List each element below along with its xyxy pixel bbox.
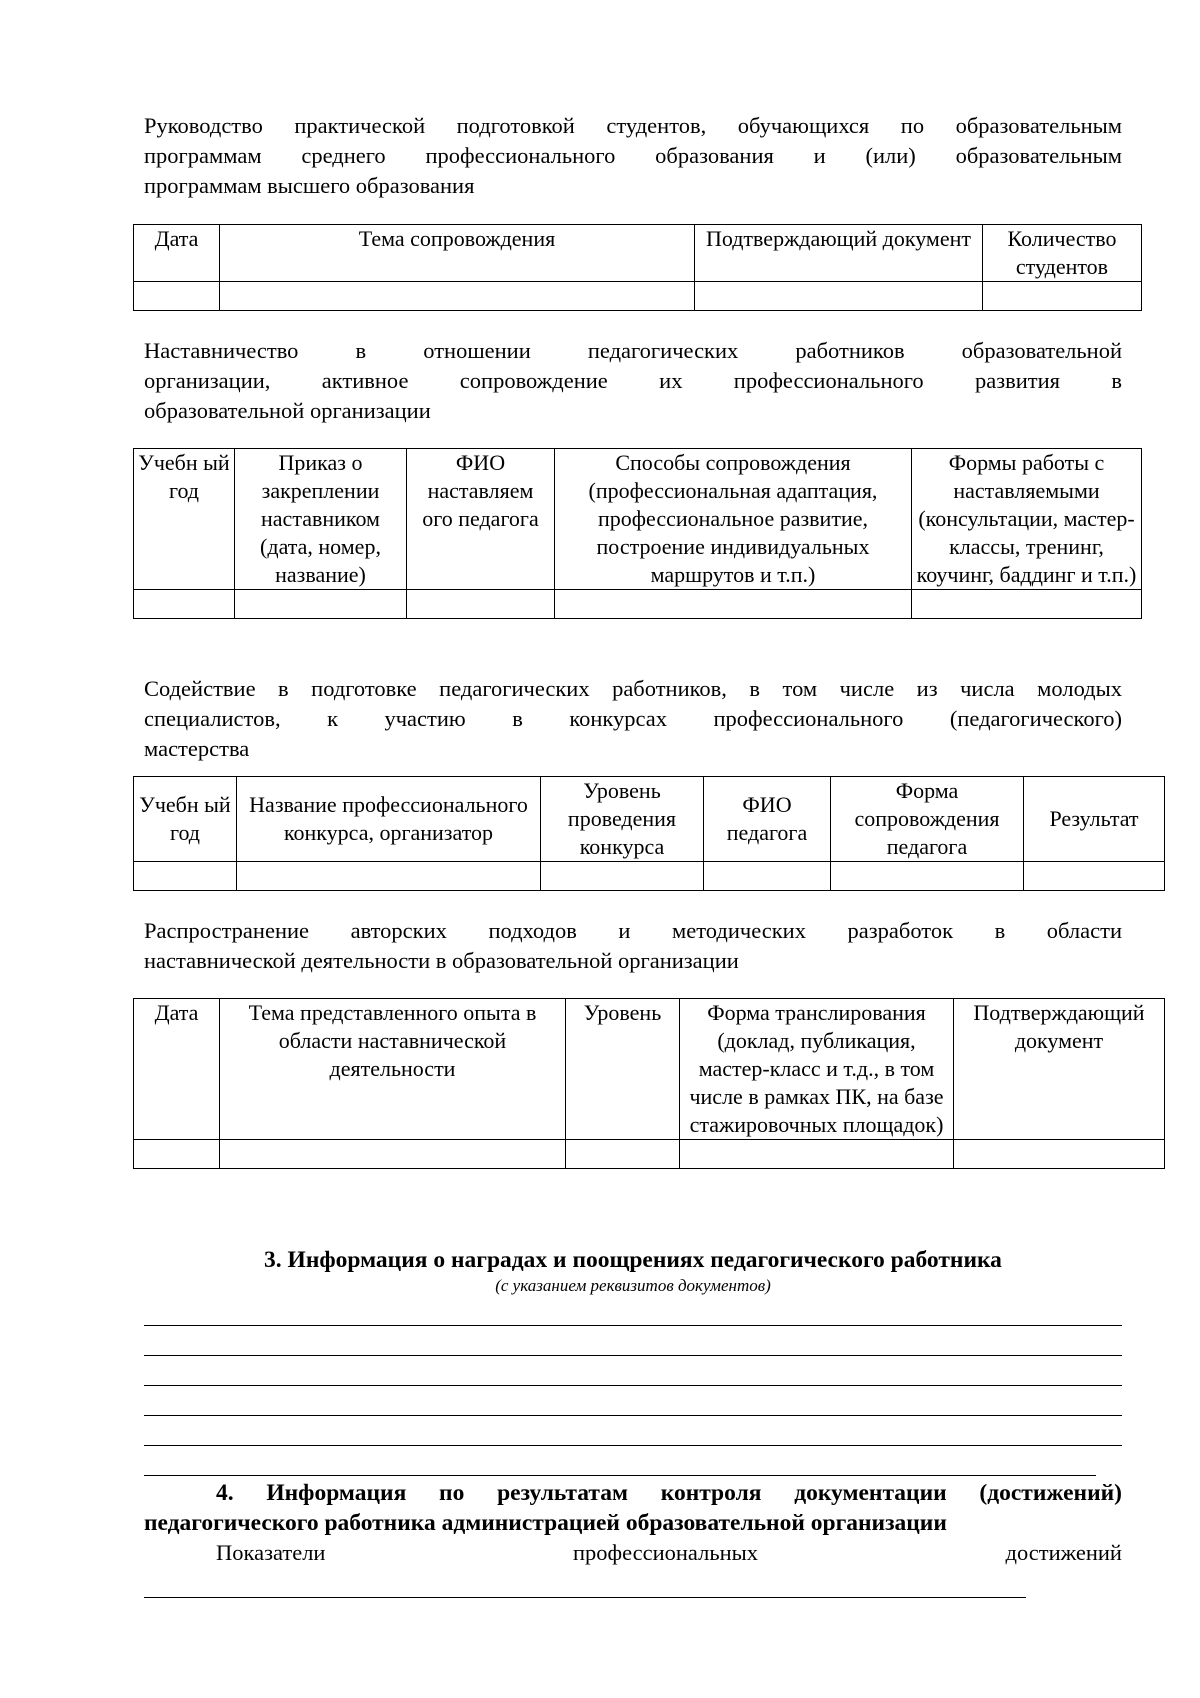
header-cell: ФИО педагога [704, 777, 831, 862]
table-cell[interactable] [220, 1140, 566, 1169]
header-cell: Формы работы с наставляемыми (консультации, мастер-классы, тренинг, коучинг, баддинг и т.п.) [912, 449, 1142, 590]
table-header-row [134, 225, 1142, 282]
contests-line: специалистов, к участию в конкурсах профессионального (педагогического) [144, 706, 1122, 731]
header-cell: Дата [134, 999, 220, 1140]
table-cell[interactable] [134, 282, 220, 311]
header-cell: Количество студентов [983, 225, 1142, 282]
dissemination-line: Распространение авторских подходов и методических разработок в области [144, 918, 1122, 943]
indicators-word: Показатели [216, 1540, 326, 1565]
header-cell: Подтверждающий документ [695, 225, 983, 282]
indicators-word: достижений [1005, 1540, 1122, 1565]
header-cell: Тема сопровождения [220, 225, 695, 282]
table-cell[interactable] [912, 590, 1142, 619]
table-row [134, 862, 1165, 891]
header-cell: ФИО наставляем ого педагога [407, 449, 555, 590]
practice-table [133, 224, 1142, 311]
dissemination-paragraph [144, 916, 1122, 976]
header-cell: Название профессионального конкурса, организатор [237, 777, 541, 862]
table-cell[interactable] [134, 862, 237, 891]
contests-paragraph [144, 674, 1122, 764]
practice-line: программам среднего профессионального образования и (или) образовательным [144, 143, 1122, 168]
header-cell: Учебн ый год [134, 777, 237, 862]
section3-subtitle: (с указанием реквизитов документов) [495, 1276, 771, 1295]
dissemination-line: наставнической деятельности в образовательной организации [144, 948, 739, 973]
header-cell: Уровень проведения конкурса [541, 777, 704, 862]
indicators-line [216, 1538, 1122, 1568]
table-row [134, 1140, 1165, 1169]
fill-line[interactable] [144, 1325, 1122, 1326]
table-cell[interactable] [555, 590, 912, 619]
table-cell[interactable] [954, 1140, 1165, 1169]
table-cell[interactable] [237, 862, 541, 891]
header-cell: Тема представленного опыта в области наставнической деятельности [220, 999, 566, 1140]
dissemination-table [133, 998, 1165, 1169]
indicators-word: профессиональных [572, 1540, 759, 1565]
table-cell[interactable] [680, 1140, 954, 1169]
header-cell: Дата [134, 225, 220, 282]
contests-line: мастерства [144, 736, 250, 761]
fill-line[interactable] [144, 1415, 1122, 1416]
table-cell[interactable] [541, 862, 704, 891]
table-cell[interactable] [566, 1140, 680, 1169]
table-header-row [134, 999, 1165, 1140]
table-cell[interactable] [695, 282, 983, 311]
table-row [134, 590, 1142, 619]
table-header-row [134, 449, 1142, 590]
table-cell[interactable] [220, 282, 695, 311]
header-cell: Подтверждающий документ [954, 999, 1165, 1140]
mentoring-line: Наставничество в отношении педагогических работников образовательной [144, 338, 1122, 363]
header-cell: Форма транслирования (доклад, публикация, мастер-класс и т.д., в том числе в рамках ПК, на базе стажировочных площадок) [680, 999, 954, 1140]
header-cell: Результат [1024, 777, 1165, 862]
practice-paragraph [144, 111, 1122, 201]
mentoring-line: организации, активное сопровождение их профессионального развития в [144, 368, 1122, 393]
table-cell[interactable] [134, 590, 235, 619]
section4-title [144, 1478, 1122, 1538]
table-cell[interactable] [983, 282, 1142, 311]
table-cell[interactable] [134, 1140, 220, 1169]
table-cell[interactable] [704, 862, 831, 891]
section4-title-line: педагогического работника администрацией образовательной организации [144, 1510, 947, 1536]
mentoring-table [133, 448, 1142, 619]
practice-line: программам высшего образования [144, 173, 475, 198]
table-header-row [134, 777, 1165, 862]
practice-line: Руководство практической подготовкой студентов, обучающихся по образовательным [144, 113, 1122, 138]
header-cell: Приказ о закреплении наставником (дата, номер, название) [235, 449, 407, 590]
table-cell[interactable] [831, 862, 1024, 891]
header-cell: Форма сопровождения педагога [831, 777, 1024, 862]
table-cell[interactable] [235, 590, 407, 619]
table-cell[interactable] [407, 590, 555, 619]
section4-title-line: 4. Информация по результатам контроля документации (достижений) [216, 1480, 1122, 1506]
fill-line[interactable] [144, 1385, 1122, 1386]
section3-title: 3. Информация о наградах и поощрениях педагогического работника [264, 1247, 1002, 1273]
header-cell: Способы сопровождения (профессиональная адаптация, профессиональное развитие, построение индивидуальных маршрутов и т.п.) [555, 449, 912, 590]
mentoring-line: образовательной организации [144, 398, 431, 423]
table-row [134, 282, 1142, 311]
mentoring-paragraph [144, 336, 1122, 426]
table-cell[interactable] [1024, 862, 1165, 891]
fill-line[interactable] [144, 1475, 1096, 1476]
fill-line[interactable] [144, 1445, 1122, 1446]
fill-line[interactable] [144, 1355, 1122, 1356]
header-cell: Уровень [566, 999, 680, 1140]
contests-table [133, 776, 1165, 891]
header-cell: Учебн ый год [134, 449, 235, 590]
fill-line[interactable] [144, 1597, 1026, 1598]
contests-line: Содействие в подготовке педагогических работников, в том числе из числа молодых [144, 676, 1122, 701]
